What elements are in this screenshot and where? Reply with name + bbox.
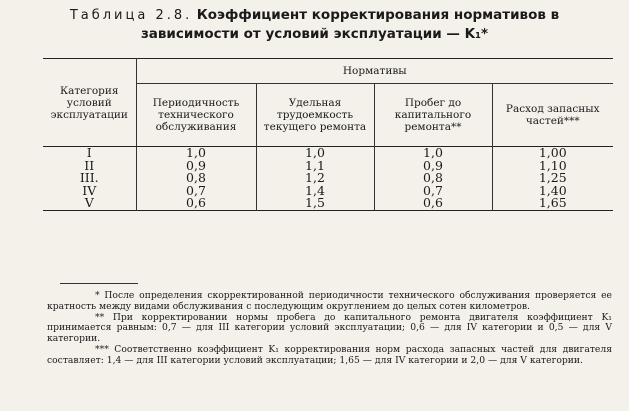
table-title-line2: зависимости от условий эксплуатации — K₁* (140, 26, 489, 42)
footnote-1: * После определения скорректированной периодичности технического обслуживания проверяется ее кратность между видами обслуживания с последующим округлением до целых сотен километров. (47, 290, 612, 312)
footnote-3: *** Соответственно коэффициент K₁ корректирования норм расхода запасных частей для двигателя составляет: 1,4 — для III категории условий эксплуатации; 1,65 — для IV категории и 2,0 — для V категории. (47, 343, 612, 366)
value-cell: 1,2 (256, 172, 374, 185)
value-cell: 1,1 (256, 160, 374, 173)
category-cell: II (84, 157, 95, 173)
value-cell: 0,9 (374, 160, 492, 173)
value-cell: 1,5 (256, 197, 374, 210)
table-row (43, 160, 613, 173)
value-cell: 1,10 (492, 160, 613, 173)
category-cell: I (86, 145, 92, 160)
table-title (0, 6, 629, 43)
column-header-maintenance-period: Периодичность технического обслуживания (136, 84, 256, 147)
value-cell: 1,0 (374, 147, 492, 160)
footnote-2: ** При корректировании нормы пробега до капитального ремонта двигателя коэффициент K₁ принимается равным: 0,7 — для III категории условий эксплуатации; 0,6 — для IV категории и 0,5 — для V категории. (47, 311, 612, 345)
value-cell: 1,4 (256, 185, 374, 198)
value-cell: 0,7 (136, 185, 256, 198)
footnote-divider (60, 283, 138, 284)
category-cell: V (84, 195, 94, 210)
header-row-1 (43, 59, 613, 84)
value-cell: 1,65 (492, 197, 613, 210)
value-cell: 0,6 (136, 197, 256, 210)
table-row (43, 185, 613, 198)
table-row (43, 197, 613, 210)
value-cell: 1,0 (136, 147, 256, 160)
table-title-line1: Коэффициент корректирования нормативов в (196, 7, 560, 23)
category-cell: III. (79, 170, 99, 185)
category-header: Категория условий эксплуатации (43, 59, 136, 147)
value-cell: 0,8 (374, 172, 492, 185)
table-row (43, 147, 613, 160)
table-row (43, 172, 613, 185)
column-header-mileage-to-overhaul: Пробег до капитального ремонта** (374, 84, 492, 147)
value-cell: 0,7 (374, 185, 492, 198)
column-header-spare-parts: Расход запасных частей*** (492, 84, 613, 147)
value-cell: 1,00 (492, 147, 613, 160)
value-cell: 1,25 (492, 172, 613, 185)
category-cell: IV (82, 182, 97, 198)
value-cell: 0,9 (136, 160, 256, 173)
value-cell: 0,6 (374, 197, 492, 210)
footnotes (47, 291, 612, 367)
value-cell: 1,40 (492, 185, 613, 198)
column-header-repair-labor: Удельная трудоемкость текущего ремонта (256, 84, 374, 147)
norms-header: Нормативы (136, 59, 613, 84)
table-number: Таблица 2.8. (69, 8, 193, 23)
value-cell: 0,8 (136, 172, 256, 185)
value-cell: 1,0 (256, 147, 374, 160)
coefficient-table (43, 58, 613, 211)
